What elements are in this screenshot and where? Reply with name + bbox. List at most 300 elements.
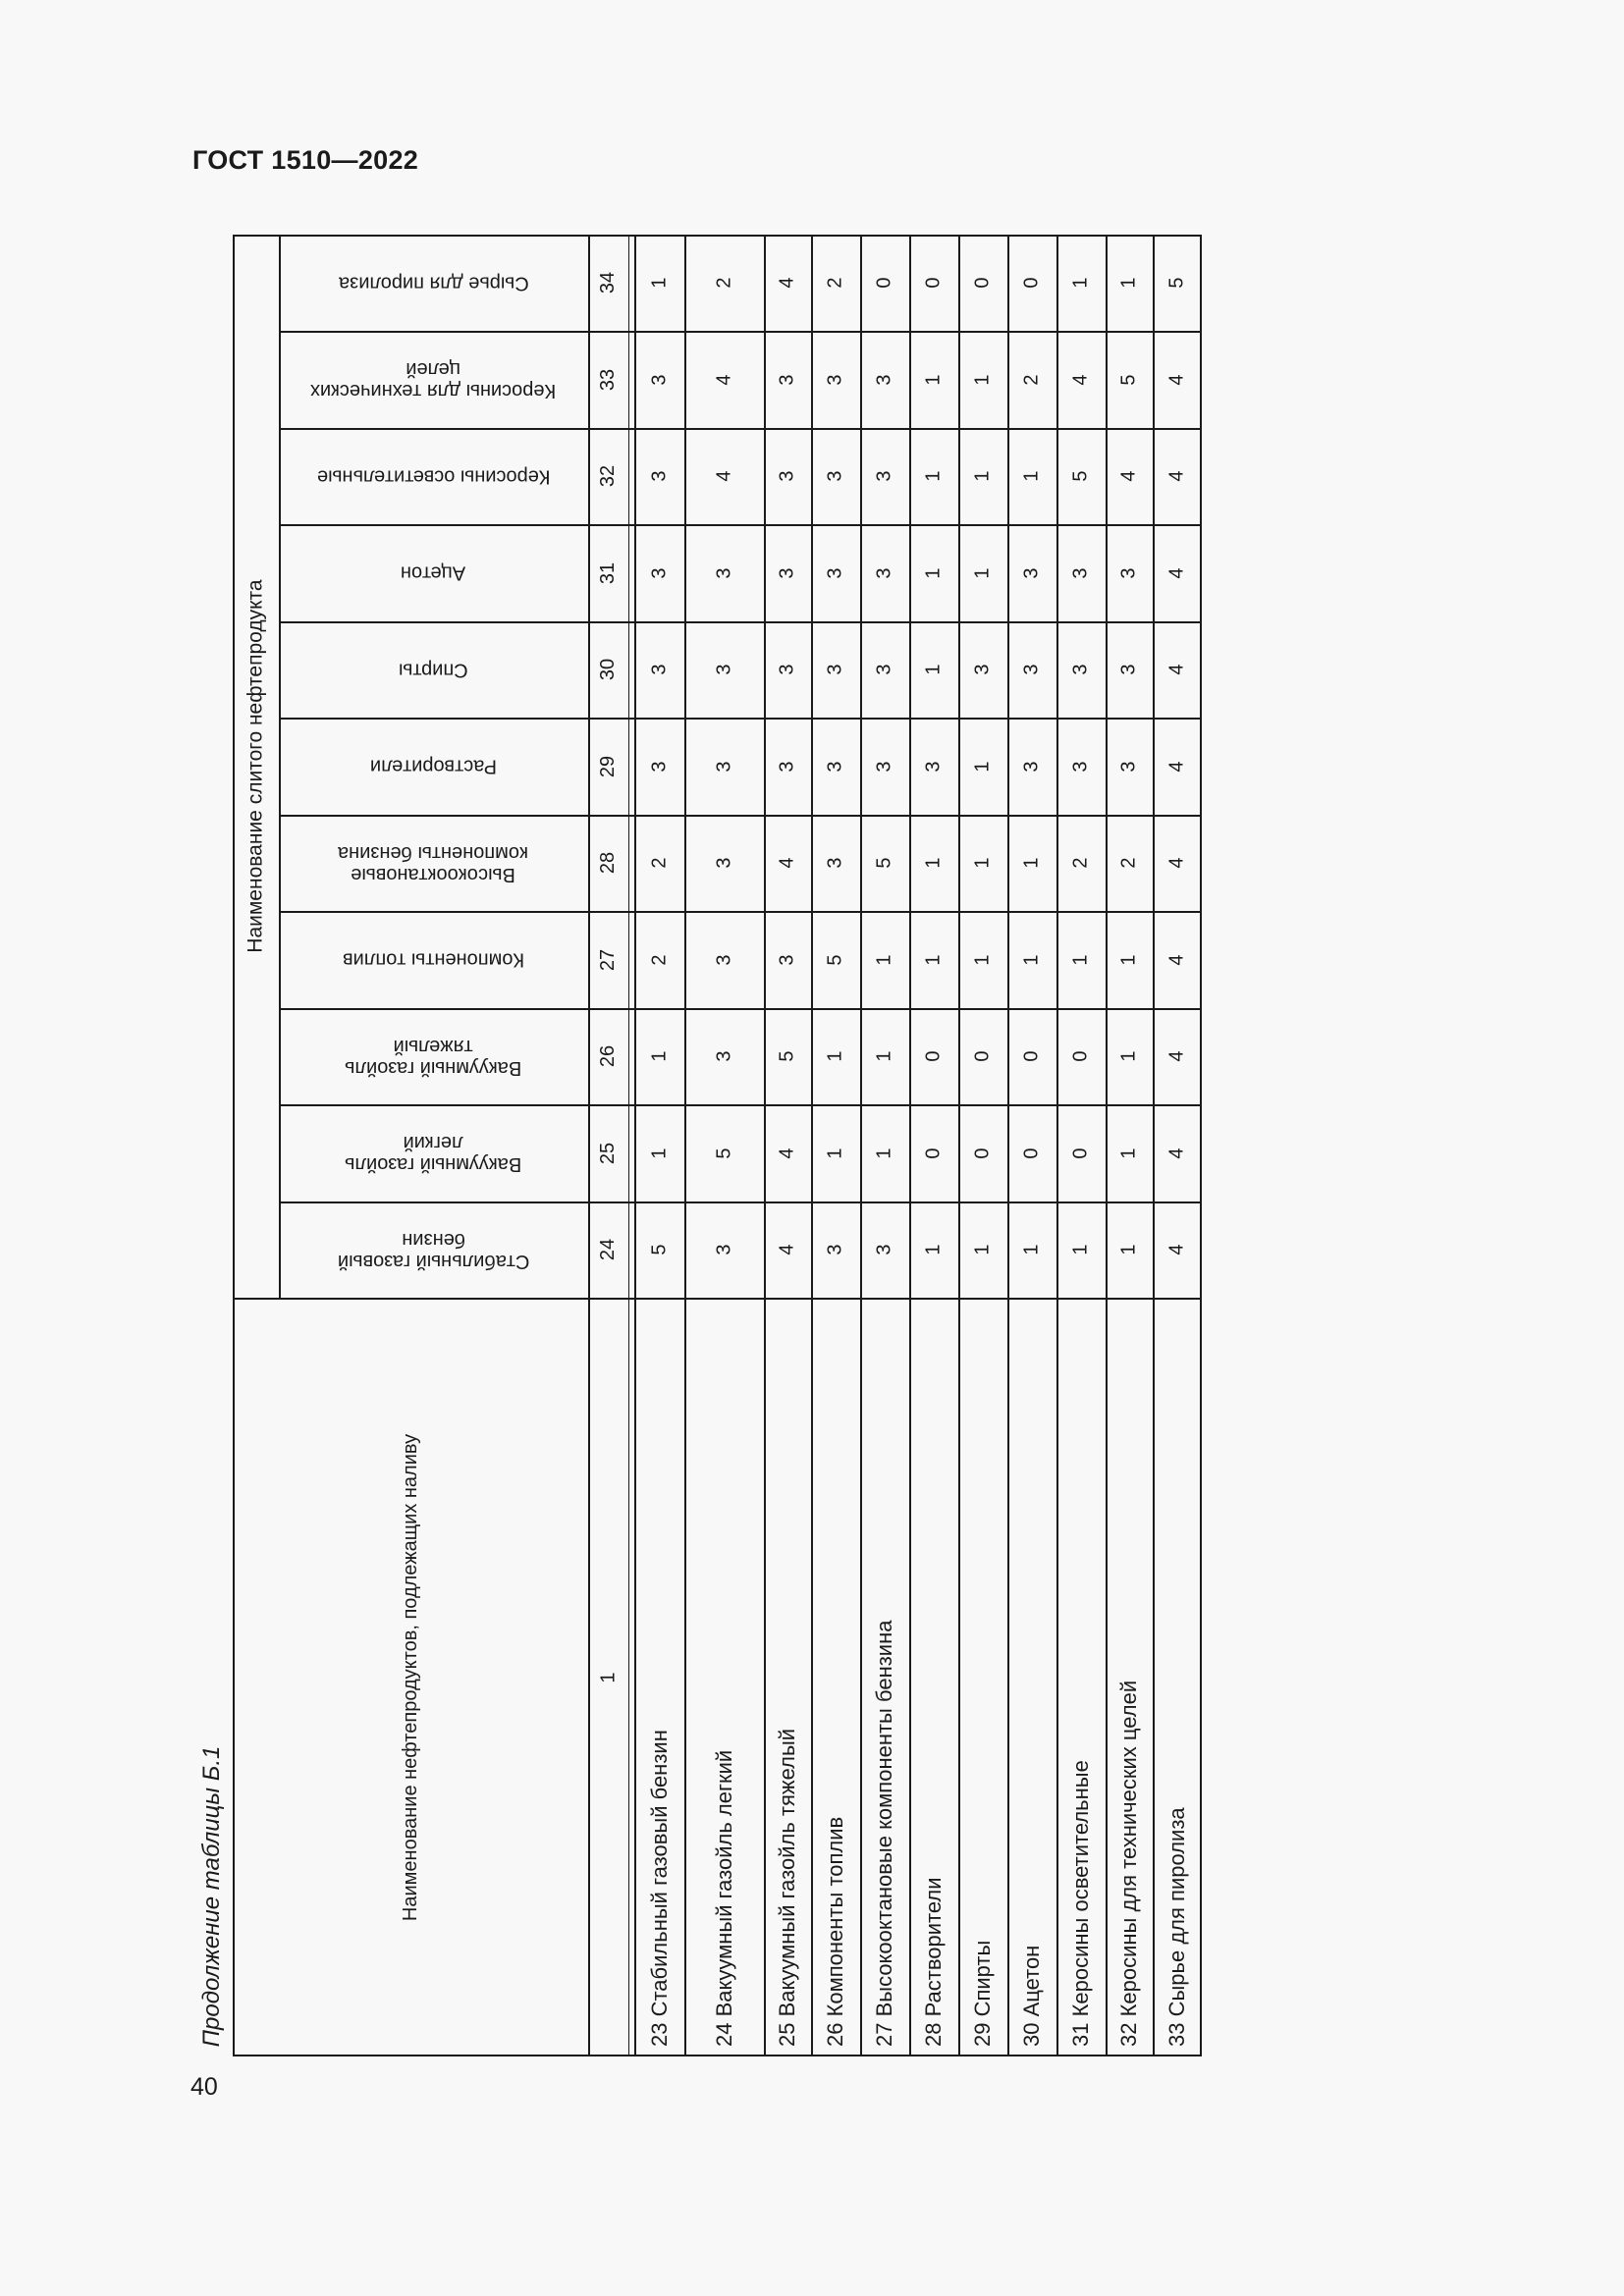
table-cell-value: 1 [1118, 277, 1140, 289]
table-cell-value: 3 [825, 760, 846, 773]
table-cell [958, 1201, 1007, 1298]
table-cell [909, 1104, 958, 1201]
table-cell-value: 2 [713, 277, 735, 289]
table-cell [909, 621, 958, 718]
table-cell-value: 4 [713, 373, 735, 386]
table-cell-value: 4 [1166, 1244, 1188, 1255]
column-header-line: целей [406, 357, 461, 380]
column-number-text: 26 [597, 1044, 620, 1068]
table-cell-value: 0 [874, 277, 895, 289]
column-number-24 [588, 1201, 628, 1298]
table-cell-value: 1 [972, 857, 994, 869]
table-cell-value: 4 [777, 857, 798, 869]
table-cell-value: 2 [1070, 857, 1092, 869]
table-cell [909, 911, 958, 1008]
table-cell-value: 4 [1166, 664, 1188, 675]
table-cell [860, 428, 909, 524]
table-cell [634, 1104, 684, 1201]
column-number-27 [588, 911, 628, 1008]
table-cell [764, 1201, 811, 1298]
table-cell-value: 3 [1021, 566, 1043, 579]
column-number-text: 24 [597, 1238, 620, 1261]
column-number-33 [588, 331, 628, 428]
table-cell-value: 3 [648, 373, 671, 386]
column-header-line: Вакуумный газойль [345, 1056, 522, 1079]
table-cell [958, 911, 1007, 1008]
table-cell [634, 621, 684, 718]
column-header-line: Сырье для пиролиза [338, 272, 529, 294]
number-divider-1 [628, 235, 629, 2056]
table-cell-value: 4 [1166, 470, 1188, 482]
table-cell [1153, 911, 1202, 1008]
table-cell-value: 1 [825, 1050, 846, 1062]
column-header-line: Спирты [399, 659, 468, 681]
table-cell [764, 331, 811, 428]
column-number-text: 30 [597, 658, 620, 681]
table-cell [1056, 428, 1106, 524]
table-cell-value: 1 [1070, 277, 1092, 289]
table-cell [958, 524, 1007, 621]
table-cell [684, 911, 764, 1008]
table-cell [684, 524, 764, 621]
table-cell-value: 5 [713, 1147, 735, 1159]
table-cell-value: 3 [825, 373, 846, 386]
column-header-line: компоненты бензина [338, 841, 529, 863]
table-cell-value: 2 [648, 953, 671, 966]
column-header-32 [279, 428, 588, 524]
group-header-text: Наименование слитого нефтепродукта [244, 579, 267, 953]
table-cell [684, 718, 764, 815]
column-header-text [338, 1228, 529, 1272]
table-cell [1153, 235, 1202, 331]
table-cell [684, 428, 764, 524]
table-cell-value: 3 [923, 760, 945, 773]
row-name-cell [764, 1298, 811, 2056]
table-cell [1106, 815, 1153, 911]
table-cell [1153, 331, 1202, 428]
table-cell [958, 428, 1007, 524]
table-cell-value: 1 [648, 277, 671, 289]
table-cell-value: 1 [972, 373, 994, 386]
table-cell-value: 1 [1070, 953, 1092, 966]
table-cell [860, 1201, 909, 1298]
row-name-cell [811, 1298, 860, 2056]
table-cell-value: 0 [1021, 277, 1043, 289]
row-name-text: 29 Спирты [970, 1940, 995, 2047]
table-cell-value: 3 [713, 664, 735, 675]
table-cell [1007, 1008, 1056, 1104]
table-cell-value: 3 [777, 760, 798, 773]
column-header-text [339, 272, 529, 294]
table-cell-value: 3 [648, 566, 671, 579]
table-cell-value: 3 [1021, 760, 1043, 773]
table-cell [860, 235, 909, 331]
table-cell-value: 4 [777, 277, 798, 289]
table-cell-value: 3 [1118, 566, 1140, 579]
table-cell [958, 1104, 1007, 1201]
table-cell-value: 3 [777, 664, 798, 675]
table-cell-value: 4 [777, 1244, 798, 1255]
table-cell [1056, 718, 1106, 815]
table-cell-value: 1 [874, 1050, 895, 1062]
column-number-text: 33 [597, 368, 620, 391]
table-cell-value: 1 [972, 953, 994, 966]
table-cell-value: 3 [777, 373, 798, 386]
table-cell-value: 1 [1118, 1244, 1140, 1255]
row-name-cell [634, 1298, 684, 2056]
column-header-text [343, 948, 524, 970]
column-number-text: 28 [597, 851, 620, 875]
table-cell-value: 4 [777, 1147, 798, 1159]
column-header-line: Вакуумный газойль [345, 1152, 522, 1175]
column-number-text: 34 [597, 271, 620, 294]
column-header-text [345, 1035, 521, 1079]
row-name-cell [909, 1298, 958, 2056]
table-cell-value: 4 [1070, 373, 1092, 386]
column-number-31 [588, 524, 628, 621]
table-cell [958, 815, 1007, 911]
table-cell [1007, 428, 1056, 524]
table-cell-value: 3 [972, 664, 994, 675]
table-cell [811, 1201, 860, 1298]
table-cell-value: 3 [874, 1244, 895, 1255]
row-name-text: 33 Сырье для пиролиза [1164, 1807, 1189, 2047]
table-cell-value: 3 [1021, 664, 1043, 675]
column-header-33 [279, 331, 588, 428]
table-cell-value: 5 [1166, 277, 1188, 289]
table-cell-value: 5 [874, 857, 895, 869]
table-cell [684, 1201, 764, 1298]
table-cell [1153, 1104, 1202, 1201]
column-header-28 [279, 815, 588, 911]
table-cell [634, 718, 684, 815]
table-cell-value: 3 [777, 953, 798, 966]
table-cell [764, 524, 811, 621]
table-cell [634, 524, 684, 621]
table-cell-value: 3 [874, 664, 895, 675]
row-name-cell [1007, 1298, 1056, 2056]
table-cell [1007, 718, 1056, 815]
table-cell-value: 0 [923, 1050, 945, 1062]
column-header-27 [279, 911, 588, 1008]
table-cell-value: 5 [648, 1244, 671, 1255]
table-cell-value: 3 [713, 760, 735, 773]
table-caption [192, 1739, 232, 2054]
table-cell-value: 3 [1118, 664, 1140, 675]
table-cell-value: 3 [1118, 760, 1140, 773]
table-cell-value: 1 [1118, 953, 1140, 966]
table-cell-value: 1 [1021, 953, 1043, 966]
table-cell-value: 0 [972, 1050, 994, 1062]
table-cell-value: 3 [713, 1244, 735, 1255]
table-cell [860, 524, 909, 621]
column-number-26 [588, 1008, 628, 1104]
row-name-cell [684, 1298, 764, 2056]
table-cell [1007, 815, 1056, 911]
table-cell [860, 718, 909, 815]
table-cell-value: 0 [1021, 1050, 1043, 1062]
table-cell-value: 1 [972, 566, 994, 579]
table-cell-value: 5 [1070, 470, 1092, 482]
table-cell [909, 331, 958, 428]
row-name-text: 25 Вакуумный газойль тяжелый [775, 1728, 799, 2047]
compatibility-table [233, 235, 1202, 2056]
table-cell [634, 331, 684, 428]
row-name-text: 31 Керосины осветительные [1068, 1760, 1093, 2047]
row-name-text: 24 Вакуумный газойль легкий [711, 1749, 736, 2047]
table-cell-value: 1 [972, 760, 994, 773]
table-cell-value: 2 [1118, 857, 1140, 869]
table-cell [860, 621, 909, 718]
table-cell [811, 815, 860, 911]
row-name-text: 28 Растворители [921, 1877, 946, 2047]
table-cell [1106, 428, 1153, 524]
table-cell [860, 815, 909, 911]
column-header-34 [279, 235, 588, 331]
table-cell-value: 4 [1166, 373, 1188, 386]
table-cell [860, 911, 909, 1008]
table-cell [958, 331, 1007, 428]
table-cell [958, 718, 1007, 815]
table-cell [634, 235, 684, 331]
column-header-text [345, 1131, 521, 1175]
table-cell-value: 0 [1070, 1147, 1092, 1159]
column-header-text [370, 755, 497, 776]
table-cell [1056, 524, 1106, 621]
row-name-cell [958, 1298, 1007, 2056]
table-cell [1056, 331, 1106, 428]
table-cell-value: 3 [713, 953, 735, 966]
table-cell-value: 2 [825, 277, 846, 289]
table-cell [1106, 1008, 1153, 1104]
row-name-cell [1106, 1298, 1153, 2056]
column-header-line: Стабильный газовый [337, 1250, 530, 1272]
table-cell [1153, 815, 1202, 911]
table-cell [1007, 1104, 1056, 1201]
column-header-text [310, 357, 556, 401]
row-name-cell [1056, 1298, 1106, 2056]
table-cell [1106, 331, 1153, 428]
row-name-cell [1153, 1298, 1202, 2056]
table-cell [811, 428, 860, 524]
column-header-26 [279, 1008, 588, 1104]
table-cell [811, 1104, 860, 1201]
table-cell [958, 621, 1007, 718]
table-cell [1106, 1201, 1153, 1298]
row-name-text: 26 Компоненты топлив [823, 1816, 847, 2047]
table-cell [958, 235, 1007, 331]
column-number-25 [588, 1104, 628, 1201]
table-cell [1153, 621, 1202, 718]
first-column-number-text: 1 [597, 1671, 620, 1683]
table-cell [909, 815, 958, 911]
column-number-29 [588, 718, 628, 815]
table-cell-value: 1 [648, 1147, 671, 1159]
table-cell-value: 3 [1070, 566, 1092, 579]
first-column-number [588, 1298, 628, 2056]
table-cell [811, 621, 860, 718]
table-cell-value: 1 [923, 1244, 945, 1255]
row-name-text: 30 Ацетон [1019, 1945, 1044, 2047]
row-name-text: 32 Керосины для технических целей [1116, 1680, 1141, 2047]
column-header-line: Керосины осветительные [316, 465, 551, 488]
table-cell-value: 3 [648, 664, 671, 675]
table-cell [764, 718, 811, 815]
table-cell [634, 1201, 684, 1298]
table-cell-value: 1 [874, 1147, 895, 1159]
table-cell [684, 621, 764, 718]
table-cell [1056, 1104, 1106, 1201]
column-number-text: 32 [597, 464, 620, 488]
table-cell-value: 1 [923, 373, 945, 386]
table-cell-value: 0 [923, 1147, 945, 1159]
table-cell-value: 1 [1021, 470, 1043, 482]
table-cell [764, 621, 811, 718]
table-cell-value: 1 [923, 857, 945, 869]
table-cell-value: 3 [825, 470, 846, 482]
table-cell [1007, 524, 1056, 621]
table-cell-value: 1 [923, 953, 945, 966]
table-cell [1007, 1201, 1056, 1298]
table-cell [1153, 524, 1202, 621]
table-cell-value: 3 [874, 760, 895, 773]
column-header-line: Растворители [369, 755, 497, 777]
table-cell [811, 524, 860, 621]
table-cell [811, 331, 860, 428]
column-number-text: 27 [597, 948, 620, 971]
table-cell [684, 235, 764, 331]
table-cell-value: 1 [1021, 1244, 1043, 1255]
table-cell [1153, 428, 1202, 524]
table-cell [909, 718, 958, 815]
table-cell-value: 3 [874, 470, 895, 482]
table-cell [811, 911, 860, 1008]
table-cell-value: 3 [777, 566, 798, 579]
table-cell-value: 0 [972, 277, 994, 289]
table-cell [1007, 235, 1056, 331]
table-cell [909, 1201, 958, 1298]
table-cell [1056, 1201, 1106, 1298]
row-name-text: 23 Стабильный газовый бензин [646, 1730, 672, 2047]
column-number-28 [588, 815, 628, 911]
column-header-30 [279, 621, 588, 718]
table-cell [684, 1104, 764, 1201]
column-header-line: Высокооктановые [351, 863, 516, 885]
table-cell [634, 428, 684, 524]
table-cell [1007, 331, 1056, 428]
column-number-32 [588, 428, 628, 524]
table-cell [909, 235, 958, 331]
table-cell-value: 3 [825, 664, 846, 675]
table-cell [634, 1008, 684, 1104]
table-cell [1007, 911, 1056, 1008]
table-cell [634, 911, 684, 1008]
column-header-31 [279, 524, 588, 621]
table-cell [909, 428, 958, 524]
column-header-line: Керосины для технических [310, 379, 557, 401]
table-cell [811, 235, 860, 331]
table-cell [764, 1008, 811, 1104]
table-cell-value: 1 [972, 1244, 994, 1255]
table-cell-value: 3 [825, 566, 846, 579]
table-cell-value: 3 [713, 1050, 735, 1062]
table-cell [764, 428, 811, 524]
table-cell-value: 5 [825, 953, 846, 966]
table-cell-value: 1 [923, 664, 945, 675]
table-cell-value: 1 [1118, 1147, 1140, 1159]
table-cell-value: 4 [1118, 470, 1140, 482]
table-cell-value: 4 [1166, 1050, 1188, 1062]
table-cell-value: 1 [1118, 1050, 1140, 1062]
table-cell [1106, 524, 1153, 621]
table-cell-value: 0 [1070, 1050, 1092, 1062]
group-header-cell [233, 235, 279, 1298]
row-name-text: 27 Высокооктановые компоненты бензина [872, 1620, 896, 2047]
column-header-29 [279, 718, 588, 815]
table-cell-value: 3 [713, 857, 735, 869]
table-cell-value: 4 [1166, 953, 1188, 966]
column-header-line: Ацетон [401, 561, 466, 584]
table-cell [1106, 1104, 1153, 1201]
table-cell-value: 4 [1166, 857, 1188, 869]
table-cell [1153, 1008, 1202, 1104]
row-header-cell [233, 1298, 588, 2056]
table-cell-value: 1 [972, 470, 994, 482]
table-cell [684, 1008, 764, 1104]
page-number: 40 [190, 2073, 218, 2101]
table-cell [1056, 1008, 1106, 1104]
table-cell-value: 5 [1118, 373, 1140, 386]
table-cell-value: 2 [648, 857, 671, 869]
table-cell-value: 0 [1021, 1147, 1043, 1159]
table-cell [1106, 718, 1153, 815]
table-cell [1106, 621, 1153, 718]
table-cell-value: 1 [1070, 1244, 1092, 1255]
table-cell-value: 3 [874, 566, 895, 579]
table-cell-value: 3 [1070, 760, 1092, 773]
table-cell-value: 3 [825, 1244, 846, 1255]
table-cell [684, 331, 764, 428]
column-header-24 [279, 1201, 588, 1298]
table-cell-value: 1 [923, 566, 945, 579]
table-cell-value: 1 [874, 953, 895, 966]
column-header-text [338, 841, 528, 885]
table-cell [634, 815, 684, 911]
column-header-text [399, 659, 468, 680]
table-cell [764, 235, 811, 331]
table-cell [1007, 621, 1056, 718]
table-cell-value: 2 [1021, 373, 1043, 386]
document-title: ГОСТ 1510—2022 [192, 145, 419, 175]
column-header-line: тяжелый [393, 1035, 474, 1056]
table-cell-value: 5 [777, 1050, 798, 1062]
table-cell-value: 4 [1166, 760, 1188, 773]
table-caption-text: Продолжение таблицы Б.1 [198, 1745, 225, 2048]
table-cell-value: 1 [825, 1147, 846, 1159]
column-header-line: Компоненты топлив [342, 948, 525, 971]
table-cell [1106, 911, 1153, 1008]
table-cell [1153, 1201, 1202, 1298]
table-cell-value: 0 [972, 1147, 994, 1159]
table-cell-value: 3 [648, 470, 671, 482]
table-cell [1056, 621, 1106, 718]
table-cell-value: 3 [713, 566, 735, 579]
table-cell-value: 4 [1166, 1147, 1188, 1159]
table-cell-value: 1 [1021, 857, 1043, 869]
column-number-text: 31 [597, 561, 620, 584]
table-cell [1056, 911, 1106, 1008]
column-number-34 [588, 235, 628, 331]
